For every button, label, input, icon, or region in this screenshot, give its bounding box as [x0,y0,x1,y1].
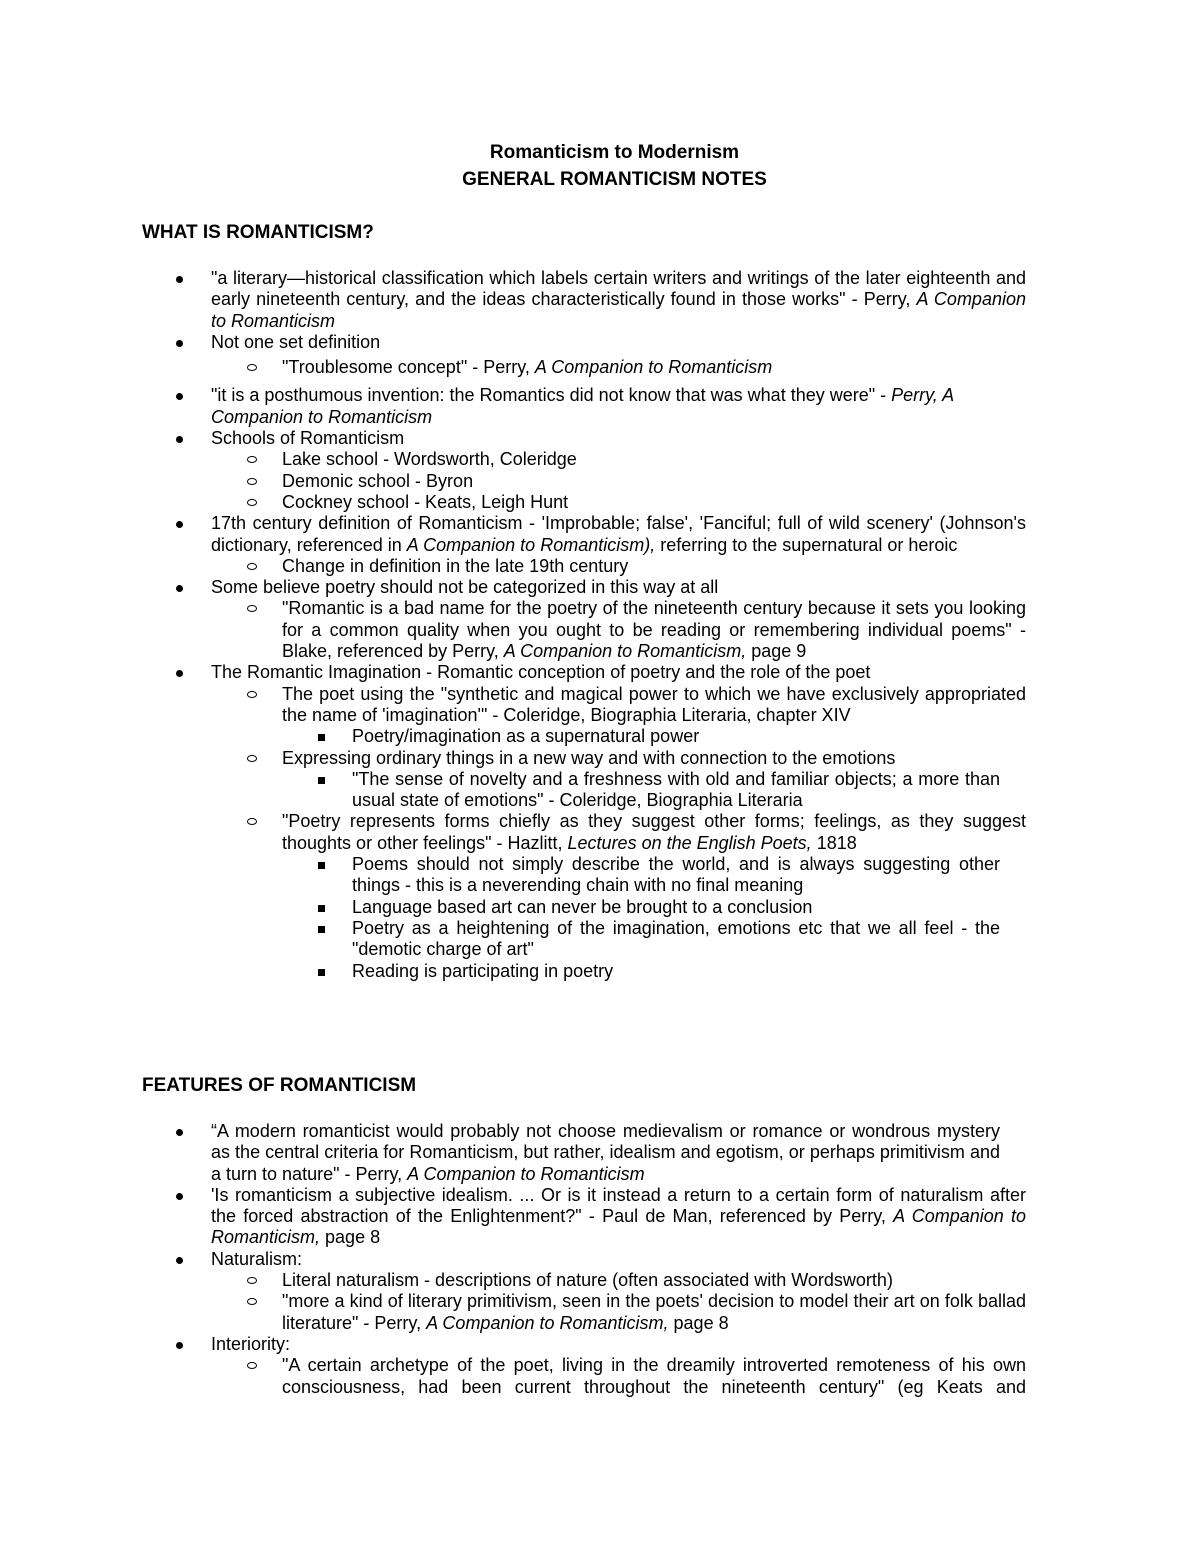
sub-list-item [282,1291,1026,1334]
item-text: "Troublesome concept" - Perry, [282,357,535,378]
item-text: The Romantic Imagination - Romantic conception of poetry and the role of the poet [211,662,871,683]
item-italic-text: A Companion to Romanticism, [426,1312,669,1333]
sub-list-item [282,1355,1026,1398]
sub-list-item [282,556,1026,577]
item-text: Poetry/imagination as a supernatural power [352,726,700,747]
list-item [211,1185,1026,1249]
list-item [211,332,1026,353]
item-text: 'Is romanticism a subjective idealism. ... Or is it instead a return to a certain form of naturalism after the forced abstraction of the Enlightenment?" - Paul de Man, referenced by Perry, [211,1184,1026,1227]
sub-sub-list-item [352,726,1026,747]
item-text: Some believe poetry should not be categorized in this way at all [211,577,719,598]
item-italic-text: A Companion to Romanticism, [503,641,747,662]
sub-sub-list-item [352,918,1000,961]
sub-sub-list-item [352,854,1000,897]
item-text: Lake school - Wordsworth, Coleridge [282,449,577,470]
item-text: “A modern romanticist would probably not choose medievalism or romance or wondrous mystery as the central criteria for Romanticism, but rather, idealism and egotism, or perhaps primitivism and a turn to nature" - Perry, [211,1121,1000,1184]
item-text: Change in definition in the late 19th century [282,555,629,576]
list-item [211,1334,1026,1355]
sub-sub-list-item [352,961,1026,982]
list-item [211,428,1026,449]
sub-list-item [282,449,1026,470]
item-italic-text: A Companion to Romanticism, [211,1206,1026,1248]
item-text: Poems should not simply describe the world, and is always suggesting other things - this is a neverending chain with no final meaning [352,854,1000,896]
list-item [211,662,1026,683]
item-text: referring to the supernatural or heroic [655,534,958,555]
item-text: Literal naturalism - descriptions of nature (often associated with Wordsworth) [282,1270,893,1291]
list-item [211,1249,1026,1270]
item-text: Naturalism: [211,1248,303,1269]
item-text: "A certain archetype of the poet, living in the dreamily introverted remoteness of his own consciousness, had been current throughout the nineteenth century" (eg Keats and [282,1355,1026,1397]
sub-list-item [282,471,1026,492]
section-heading-what-is-romanticism: WHAT IS ROMANTICISM? [142,222,374,243]
item-italic-text: A Companion to Romanticism [407,1163,645,1184]
item-text: "a literary—historical classification which labels certain writers and writings of the later eighteenth and early nineteenth century, and the ideas characteristically found in those works" - Perry, [211,268,1026,310]
section-heading-features-of-romanticism: FEATURES OF ROMANTICISM [142,1075,417,1096]
sub-list-item [282,1270,1026,1291]
list-item [211,513,1026,556]
sub-list-item [282,598,1026,662]
section2-list [0,1121,1026,1398]
list-item [211,385,1026,428]
item-text: Interiority: [211,1333,291,1354]
document-title: Romanticism to Modernism [489,142,740,163]
item-text: "Romantic is a bad name for the poetry of the nineteenth century because it sets you looking for a common quality when you ought to be reading or remembering individual poems" - Blake, referenced by Perry, [282,598,1026,662]
section1-list [0,268,1026,982]
item-text: "more a kind of literary primitivism, seen in the poets' decision to model their art on folk ballad literature" - Perry, [282,1291,1026,1333]
item-text: Demonic school - Byron [282,470,474,491]
list-item [211,1121,1000,1185]
list-item [211,268,1026,332]
sub-sub-list-item [352,769,1000,812]
item-text: Schools of Romanticism [211,428,405,449]
item-text: page 8 [668,1312,729,1333]
item-italic-text: Lectures on the English Poets, [567,832,812,853]
item-text: The poet using the "synthetic and magical power to which we have exclusively appropriated the name of 'imagination'" - Coleridge, Biographia Literaria, chapter XIV [282,683,1026,725]
sub-list-item [282,748,1026,769]
item-text: Language based art can never be brought to a conclusion [352,896,813,917]
sub-list-item [282,357,1026,378]
item-italic-text: Perry, A Companion to Romanticism [211,385,954,427]
item-text: 17th century definition of Romanticism - 'Improbable; false', 'Fanciful; full of wild scenery' (Johnson's dictionary, referenced in [211,513,1026,555]
item-text: Expressing ordinary things in a new way and with connection to the emotions [282,747,896,768]
item-italic-text: A Companion to Romanticism), [406,534,656,555]
item-text: "it is a posthumous invention: the Romantics did not know that was what they were" - [211,385,892,406]
document-subtitle: GENERAL ROMANTICISM NOTES [462,169,767,190]
sub-sub-list-item [352,897,1026,918]
item-text: Cockney school - Keats, Leigh Hunt [282,491,569,512]
sub-list-item [282,811,1026,854]
item-text: "The sense of novelty and a freshness with old and familiar objects; a more than usual state of emotions" - Coleridge, Biographia Literaria [352,768,1000,811]
item-text: Not one set definition [211,331,381,352]
sub-list-item [282,492,1026,513]
item-italic-text: A Companion to Romanticism [211,289,1026,331]
item-text: Reading is participating in poetry [352,960,614,981]
item-text: 1818 [811,832,857,853]
item-text: page 8 [320,1227,381,1248]
sub-list-item [282,684,1026,727]
item-text: Poetry as a heightening of the imagination, emotions etc that we all feel - the "demotic charge of art" [352,917,1000,960]
item-italic-text: A Companion to Romanticism [534,357,773,378]
item-text: "Poetry represents forms chiefly as they suggest other forms; feelings, as they suggest thoughts or other feelings" - Hazlitt, [282,811,1026,853]
item-text: page 9 [746,641,807,662]
list-item [211,577,1026,598]
